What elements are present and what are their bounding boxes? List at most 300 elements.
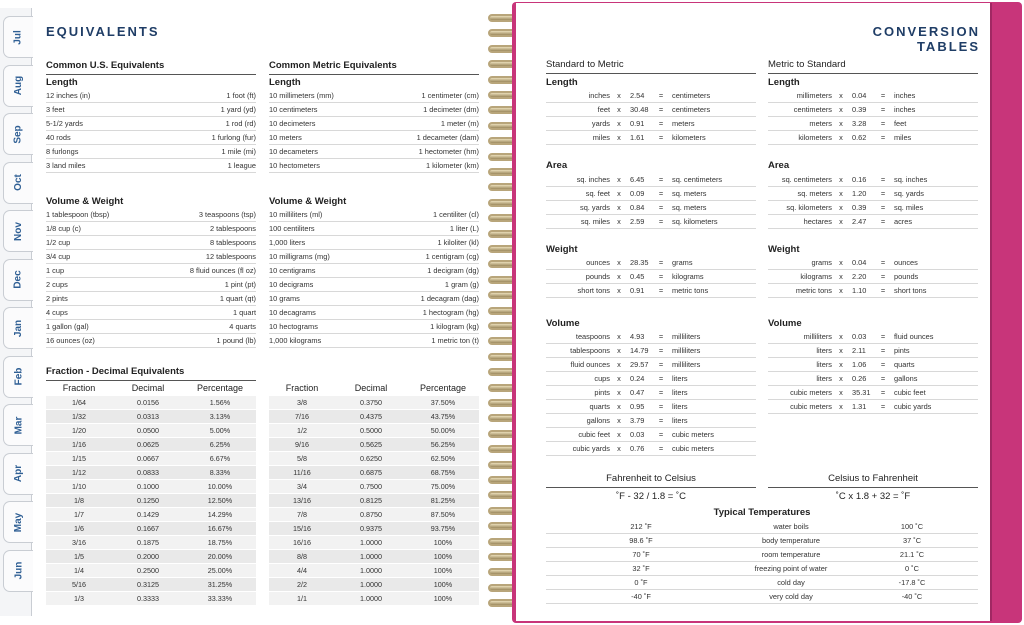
multiply-sign: x bbox=[617, 272, 621, 281]
fraction-cell: 2/2 bbox=[297, 580, 307, 589]
decimal-cell: 0.4375 bbox=[360, 412, 382, 421]
multiply-sign: x bbox=[839, 272, 843, 281]
page-title: EQUIVALENTS bbox=[46, 24, 160, 39]
factor: 1.31 bbox=[852, 402, 867, 411]
equivalent-to: 1 mile (mi) bbox=[221, 147, 256, 156]
table-row bbox=[269, 578, 479, 592]
table-row bbox=[546, 131, 756, 145]
table-row bbox=[269, 306, 479, 320]
table-row bbox=[768, 386, 978, 400]
to-unit: milliliters bbox=[672, 332, 701, 341]
table-row bbox=[768, 103, 978, 117]
decimal-cell: 0.5625 bbox=[360, 440, 382, 449]
table-row bbox=[269, 494, 479, 508]
multiply-sign: x bbox=[617, 133, 621, 142]
percentage-cell: 5.00% bbox=[209, 426, 231, 435]
from-unit: liters bbox=[816, 374, 832, 383]
factor: 30.48 bbox=[630, 105, 649, 114]
month-tab-jul[interactable] bbox=[3, 16, 33, 58]
fraction-cell: 7/8 bbox=[297, 510, 307, 519]
percentage-cell: 68.75% bbox=[430, 468, 456, 477]
equals-sign: = bbox=[658, 416, 664, 425]
to-unit: kilograms bbox=[672, 272, 704, 281]
table-row bbox=[269, 264, 479, 278]
to-unit: liters bbox=[672, 374, 688, 383]
from-unit: cubic meters bbox=[790, 402, 832, 411]
month-tab-dec[interactable] bbox=[3, 259, 33, 301]
from-unit: sq. yards bbox=[580, 203, 610, 212]
table-row bbox=[546, 256, 756, 270]
equals-sign: = bbox=[658, 360, 664, 369]
temperature-description: cold day bbox=[777, 578, 805, 587]
equals-sign: = bbox=[658, 119, 664, 128]
table-row bbox=[46, 522, 256, 536]
table-row bbox=[768, 358, 978, 372]
from-unit: cubic meters bbox=[790, 388, 832, 397]
table-row bbox=[46, 292, 256, 306]
month-tab-label: Mar bbox=[12, 416, 24, 434]
to-unit: acres bbox=[894, 217, 913, 226]
from-unit: sq. meters bbox=[797, 189, 832, 198]
factor: 2.47 bbox=[852, 217, 867, 226]
equivalent-from: 10 milliliters (ml) bbox=[269, 210, 323, 219]
equals-sign: = bbox=[658, 203, 664, 212]
multiply-sign: x bbox=[617, 175, 621, 184]
factor: 1.10 bbox=[852, 286, 867, 295]
from-unit: feet bbox=[597, 105, 610, 114]
table-row bbox=[546, 520, 978, 534]
fraction-cell: 1/1 bbox=[297, 594, 307, 603]
decimal-cell: 0.9375 bbox=[360, 524, 382, 533]
fraction-cell: 5/16 bbox=[72, 580, 86, 589]
from-unit: sq. miles bbox=[580, 217, 610, 226]
divider bbox=[768, 487, 978, 488]
divider bbox=[546, 487, 756, 488]
equivalent-to: 4 quarts bbox=[229, 322, 256, 331]
equivalent-to: 1 centimeter (cm) bbox=[421, 91, 479, 100]
percentage-cell: 20.00% bbox=[207, 552, 233, 561]
from-unit: liters bbox=[816, 346, 832, 355]
factor: 0.03 bbox=[852, 332, 867, 341]
decimal-cell: 0.6250 bbox=[360, 454, 382, 463]
equivalent-from: 10 milligrams (mg) bbox=[269, 252, 330, 261]
table-row bbox=[46, 334, 256, 348]
from-unit: inches bbox=[588, 91, 610, 100]
month-tab-apr[interactable] bbox=[3, 453, 33, 495]
factor: 2.54 bbox=[630, 91, 645, 100]
table-row bbox=[546, 187, 756, 201]
fraction-cell: 1/3 bbox=[74, 594, 84, 603]
equals-sign: = bbox=[658, 346, 664, 355]
metric-volume-label: Volume & Weight bbox=[269, 196, 347, 207]
fraction-cell: 3/16 bbox=[72, 538, 86, 547]
table-row bbox=[46, 250, 256, 264]
f-to-c-formula: ˚F - 32 / 1.8 = ˚C bbox=[616, 491, 686, 502]
percentage-cell: 37.50% bbox=[430, 398, 456, 407]
decimal-cell: 0.5000 bbox=[360, 426, 382, 435]
equivalent-from: 10 centimeters bbox=[269, 105, 318, 114]
fraction-cell: 1/16 bbox=[72, 440, 86, 449]
multiply-sign: x bbox=[839, 346, 843, 355]
equivalent-from: 10 centigrams bbox=[269, 266, 316, 275]
from-unit: sq. feet bbox=[585, 189, 610, 198]
equivalent-from: 1/2 cup bbox=[46, 238, 71, 247]
from-unit: cubic yards bbox=[572, 444, 610, 453]
table-row bbox=[768, 201, 978, 215]
table-row bbox=[546, 103, 756, 117]
met-area-label: Area bbox=[768, 160, 790, 171]
factor: 35.31 bbox=[852, 388, 871, 397]
equivalent-from: 10 grams bbox=[269, 294, 300, 303]
to-unit: cubic yards bbox=[894, 402, 932, 411]
percentage-cell: 3.13% bbox=[209, 412, 231, 421]
equals-sign: = bbox=[880, 105, 886, 114]
fraction-table-b bbox=[269, 396, 479, 606]
month-tab-jan[interactable] bbox=[3, 307, 33, 349]
table-row bbox=[46, 131, 256, 145]
percentage-col-header: Percentage bbox=[419, 383, 467, 393]
table-row bbox=[46, 452, 256, 466]
typical-temperatures-title: Typical Temperatures bbox=[713, 507, 811, 518]
table-row bbox=[269, 103, 479, 117]
percentage-cell: 8.33% bbox=[209, 468, 231, 477]
month-tab-label: Jan bbox=[12, 319, 24, 337]
equivalent-from: 3 land miles bbox=[46, 161, 86, 170]
factor: 0.04 bbox=[852, 91, 867, 100]
equivalent-to: 1 league bbox=[227, 161, 256, 170]
fraction-cell: 1/8 bbox=[74, 496, 84, 505]
percentage-cell: 43.75% bbox=[430, 412, 456, 421]
equivalent-to: 1 rod (rd) bbox=[225, 119, 256, 128]
fahrenheit-value: 32 ˚F bbox=[632, 564, 650, 573]
table-row bbox=[269, 480, 479, 494]
equals-sign: = bbox=[658, 189, 664, 198]
table-row bbox=[546, 215, 756, 229]
equals-sign: = bbox=[880, 258, 886, 267]
equivalent-to: 1 foot (ft) bbox=[226, 91, 256, 100]
equals-sign: = bbox=[880, 332, 886, 341]
celsius-value: -17.8 ˚C bbox=[898, 578, 926, 587]
to-unit: metric tons bbox=[672, 286, 709, 295]
fraction-cell: 1/20 bbox=[72, 426, 86, 435]
std-length-label: Length bbox=[546, 77, 578, 88]
decimal-col-header: Decimal bbox=[354, 383, 388, 393]
met-weight-label: Weight bbox=[768, 244, 800, 255]
percentage-cell: 81.25% bbox=[430, 496, 456, 505]
to-unit: kilometers bbox=[672, 133, 706, 142]
equivalent-from: 2 cups bbox=[46, 280, 68, 289]
from-unit: sq. centimeters bbox=[781, 175, 832, 184]
month-tab-mar[interactable] bbox=[3, 404, 33, 446]
month-tab-label: Nov bbox=[13, 221, 24, 241]
fahrenheit-value: 70 ˚F bbox=[632, 550, 650, 559]
factor: 2.11 bbox=[852, 346, 866, 355]
table-row bbox=[46, 410, 256, 424]
to-unit: gallons bbox=[894, 374, 918, 383]
equivalent-to: 1 pint (pt) bbox=[224, 280, 256, 289]
percentage-cell: 93.75% bbox=[430, 524, 456, 533]
multiply-sign: x bbox=[839, 91, 843, 100]
equals-sign: = bbox=[880, 133, 886, 142]
percentage-cell: 100% bbox=[433, 552, 453, 561]
percentage-cell: 33.33% bbox=[207, 594, 233, 603]
table-row bbox=[269, 131, 479, 145]
factor: 2.20 bbox=[852, 272, 867, 281]
equals-sign: = bbox=[658, 91, 664, 100]
table-row bbox=[46, 578, 256, 592]
month-tab-label: Apr bbox=[12, 464, 24, 483]
equivalent-to: 1 centigram (cg) bbox=[425, 252, 479, 261]
equivalent-from: 12 inches (in) bbox=[46, 91, 91, 100]
equals-sign: = bbox=[880, 175, 886, 184]
multiply-sign: x bbox=[839, 360, 843, 369]
fraction-title: Fraction - Decimal Equivalents bbox=[46, 366, 256, 377]
fraction-col-header: Fraction bbox=[285, 383, 319, 393]
table-row bbox=[546, 201, 756, 215]
month-tab-nov[interactable] bbox=[3, 210, 33, 252]
fraction-cell: 8/8 bbox=[297, 552, 307, 561]
multiply-sign: x bbox=[617, 91, 621, 100]
to-unit: sq. meters bbox=[672, 203, 707, 212]
multiply-sign: x bbox=[839, 286, 843, 295]
factor: 4.93 bbox=[630, 332, 645, 341]
fraction-cell: 3/8 bbox=[297, 398, 307, 407]
factor: 0.45 bbox=[630, 272, 645, 281]
percentage-cell: 62.50% bbox=[430, 454, 456, 463]
equivalent-to: 1 metric ton (t) bbox=[431, 336, 479, 345]
table-row bbox=[46, 550, 256, 564]
table-row bbox=[269, 424, 479, 438]
equals-sign: = bbox=[880, 286, 886, 295]
celsius-value: -40 ˚C bbox=[901, 592, 923, 601]
percentage-cell: 100% bbox=[433, 566, 453, 575]
equivalent-to: 1 quart (qt) bbox=[219, 294, 256, 303]
factor: 0.16 bbox=[852, 175, 867, 184]
fraction-cell: 9/16 bbox=[295, 440, 309, 449]
from-unit: pounds bbox=[585, 272, 610, 281]
us-equivalents-title: Common U.S. Equivalents bbox=[46, 60, 256, 71]
table-row bbox=[546, 284, 756, 298]
table-row bbox=[546, 400, 756, 414]
equivalent-from: 10 meters bbox=[269, 133, 302, 142]
equals-sign: = bbox=[658, 402, 664, 411]
month-tab-label: Oct bbox=[12, 174, 24, 191]
table-row bbox=[46, 117, 256, 131]
month-tab-label: Jun bbox=[13, 561, 24, 580]
equals-sign: = bbox=[658, 272, 664, 281]
multiply-sign: x bbox=[839, 217, 843, 226]
equivalent-from: 5-1/2 yards bbox=[46, 119, 83, 128]
multiply-sign: x bbox=[839, 189, 843, 198]
multiply-sign: x bbox=[617, 189, 621, 198]
table-row bbox=[546, 442, 756, 456]
temperature-description: water boils bbox=[773, 522, 809, 531]
table-row bbox=[546, 117, 756, 131]
table-row bbox=[768, 400, 978, 414]
from-unit: sq. kilometers bbox=[786, 203, 832, 212]
multiply-sign: x bbox=[617, 105, 621, 114]
equals-sign: = bbox=[880, 346, 886, 355]
equals-sign: = bbox=[880, 402, 886, 411]
table-row bbox=[768, 117, 978, 131]
equals-sign: = bbox=[880, 217, 886, 226]
to-unit: feet bbox=[894, 119, 907, 128]
table-row bbox=[269, 159, 479, 173]
equivalent-from: 10 decimeters bbox=[269, 119, 316, 128]
from-unit: quarts bbox=[589, 402, 610, 411]
decimal-cell: 0.1875 bbox=[137, 538, 159, 547]
percentage-cell: 1.56% bbox=[209, 398, 231, 407]
multiply-sign: x bbox=[839, 133, 843, 142]
equivalent-to: 1 centiliter (cl) bbox=[433, 210, 479, 219]
std-weight-label: Weight bbox=[546, 244, 578, 255]
from-unit: short tons bbox=[577, 286, 610, 295]
fraction-cell: 1/32 bbox=[72, 412, 86, 421]
to-unit: sq. kilometers bbox=[672, 217, 718, 226]
table-row bbox=[269, 438, 479, 452]
multiply-sign: x bbox=[839, 374, 843, 383]
percentage-cell: 56.25% bbox=[430, 440, 456, 449]
c-to-f-formula: ˚C x 1.8 + 32 = ˚F bbox=[835, 491, 911, 502]
equals-sign: = bbox=[658, 444, 664, 453]
equivalent-to: 1 kiloliter (kl) bbox=[437, 238, 479, 247]
percentage-cell: 14.29% bbox=[207, 510, 233, 519]
equivalent-from: 10 decigrams bbox=[269, 280, 314, 289]
to-unit: grams bbox=[672, 258, 693, 267]
from-unit: kilometers bbox=[798, 133, 832, 142]
month-tab-feb[interactable] bbox=[3, 356, 33, 398]
equivalent-from: 10 hectometers bbox=[269, 161, 320, 170]
met-volume-label: Volume bbox=[768, 318, 802, 329]
multiply-sign: x bbox=[617, 444, 621, 453]
from-unit: fluid ounces bbox=[570, 360, 610, 369]
table-row bbox=[546, 414, 756, 428]
table-row bbox=[269, 117, 479, 131]
table-row bbox=[269, 222, 479, 236]
fraction-cell: 3/4 bbox=[297, 482, 307, 491]
to-unit: meters bbox=[672, 119, 695, 128]
from-unit: liters bbox=[816, 360, 832, 369]
factor: 6.45 bbox=[630, 175, 645, 184]
table-row bbox=[269, 410, 479, 424]
month-tab-label: May bbox=[12, 512, 24, 532]
factor: 0.26 bbox=[852, 374, 867, 383]
equals-sign: = bbox=[658, 258, 664, 267]
table-row bbox=[269, 508, 479, 522]
equivalent-from: 3 feet bbox=[46, 105, 65, 114]
to-unit: liters bbox=[672, 416, 688, 425]
from-unit: ounces bbox=[586, 258, 610, 267]
to-unit: liters bbox=[672, 402, 688, 411]
factor: 2.59 bbox=[630, 217, 645, 226]
equivalent-to: 2 tablespoons bbox=[209, 224, 256, 233]
equivalent-to: 1 kilogram (kg) bbox=[430, 322, 479, 331]
fraction-cell: 1/12 bbox=[72, 468, 86, 477]
month-tab-sep[interactable] bbox=[3, 113, 33, 155]
multiply-sign: x bbox=[839, 203, 843, 212]
fraction-cell: 13/16 bbox=[293, 496, 311, 505]
multiply-sign: x bbox=[839, 402, 843, 411]
percentage-cell: 87.50% bbox=[430, 510, 456, 519]
to-unit: short tons bbox=[894, 286, 927, 295]
decimal-cell: 1.0000 bbox=[360, 538, 382, 547]
multiply-sign: x bbox=[839, 258, 843, 267]
equivalent-from: 10 decameters bbox=[269, 147, 318, 156]
equivalent-from: 10 millimeters (mm) bbox=[269, 91, 334, 100]
from-unit: gallons bbox=[586, 416, 610, 425]
table-row bbox=[269, 564, 479, 578]
month-tab-may[interactable] bbox=[3, 501, 33, 543]
decimal-cell: 0.3333 bbox=[137, 594, 159, 603]
table-row bbox=[269, 522, 479, 536]
equivalent-to: 1 kilometer (km) bbox=[426, 161, 479, 170]
decimal-cell: 0.0667 bbox=[137, 454, 159, 463]
percentage-cell: 25.00% bbox=[207, 566, 233, 575]
table-row bbox=[546, 576, 978, 590]
month-tab-aug[interactable] bbox=[3, 65, 33, 107]
equals-sign: = bbox=[658, 374, 664, 383]
percentage-cell: 100% bbox=[433, 538, 453, 547]
table-row bbox=[46, 264, 256, 278]
equivalent-from: 1 cup bbox=[46, 266, 65, 275]
table-row bbox=[46, 159, 256, 173]
from-unit: sq. inches bbox=[576, 175, 610, 184]
table-row bbox=[546, 428, 756, 442]
table-row bbox=[768, 270, 978, 284]
table-row bbox=[46, 508, 256, 522]
table-row bbox=[46, 103, 256, 117]
table-row bbox=[269, 278, 479, 292]
table-row bbox=[46, 438, 256, 452]
std-volume-label: Volume bbox=[546, 318, 580, 329]
equivalent-from: 8 furlongs bbox=[46, 147, 79, 156]
table-row bbox=[546, 534, 978, 548]
fraction-cell: 1/2 bbox=[297, 426, 307, 435]
table-row bbox=[768, 284, 978, 298]
month-tab-oct[interactable] bbox=[3, 162, 33, 204]
factor: 0.84 bbox=[630, 203, 645, 212]
to-unit: inches bbox=[894, 91, 916, 100]
factor: 0.39 bbox=[852, 203, 867, 212]
factor: 1.06 bbox=[852, 360, 867, 369]
fahrenheit-value: -40 ˚F bbox=[631, 592, 651, 601]
equals-sign: = bbox=[880, 272, 886, 281]
to-unit: inches bbox=[894, 105, 916, 114]
metric-to-standard-title: Metric to Standard bbox=[768, 59, 846, 70]
multiply-sign: x bbox=[617, 217, 621, 226]
celsius-value: 21.1 ˚C bbox=[899, 550, 925, 559]
table-row bbox=[269, 250, 479, 264]
multiply-sign: x bbox=[617, 332, 621, 341]
month-tab-label: Aug bbox=[12, 75, 24, 96]
equivalent-from: 4 cups bbox=[46, 308, 68, 317]
celsius-value: 37 ˚C bbox=[902, 536, 922, 545]
equivalent-to: 8 fluid ounces (fl oz) bbox=[189, 266, 256, 275]
table-row bbox=[768, 330, 978, 344]
multiply-sign: x bbox=[617, 119, 621, 128]
fraction-header-b bbox=[269, 383, 479, 393]
to-unit: centimeters bbox=[672, 105, 711, 114]
month-tab-jun[interactable] bbox=[3, 550, 33, 592]
decimal-cell: 0.6875 bbox=[360, 468, 382, 477]
standard-to-metric-title: Standard to Metric bbox=[546, 59, 624, 70]
equals-sign: = bbox=[658, 217, 664, 226]
equals-sign: = bbox=[880, 119, 886, 128]
to-unit: sq. miles bbox=[894, 203, 924, 212]
table-row bbox=[546, 548, 978, 562]
metric-length-label: Length bbox=[269, 77, 301, 88]
equivalent-from: 40 rods bbox=[46, 133, 71, 142]
